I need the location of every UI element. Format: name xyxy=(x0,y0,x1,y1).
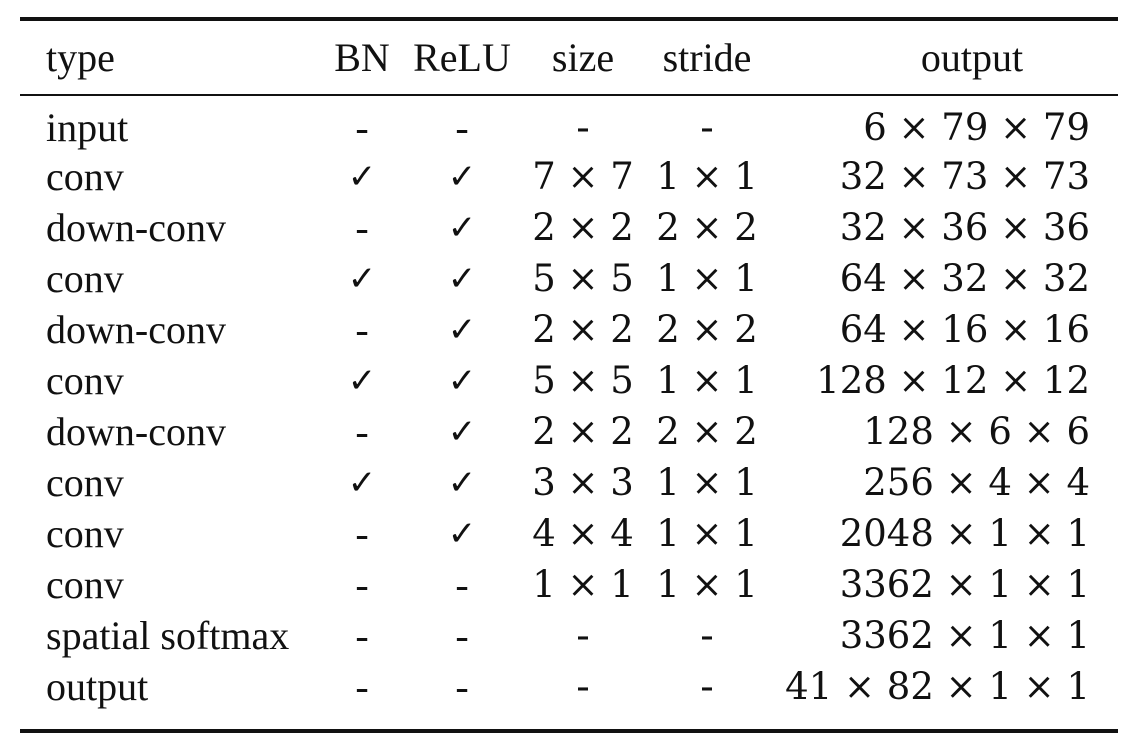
header-row xyxy=(20,21,1118,94)
cell-relu: - xyxy=(455,562,469,607)
cell-size: 7 × 7 xyxy=(532,155,634,198)
cell-size: 5 × 5 xyxy=(532,257,634,300)
cell-type: conv xyxy=(46,154,124,199)
cell-relu: ✓ xyxy=(447,513,477,554)
cell-stride: 1 × 1 xyxy=(656,512,758,555)
header-size: size xyxy=(551,35,615,80)
table-row xyxy=(20,355,1118,406)
cell-size: 2 × 2 xyxy=(532,206,634,249)
cell-bn: - xyxy=(355,613,369,658)
cell-type: down-conv xyxy=(46,205,226,250)
cell-bn: ✓ xyxy=(347,258,377,299)
table-body xyxy=(20,94,1118,712)
cell-output: 256 × 4 × 4 xyxy=(863,461,1090,504)
cell-bn: - xyxy=(355,409,369,454)
cell-output: 128 × 6 × 6 xyxy=(863,410,1090,453)
cell-relu: ✓ xyxy=(447,309,477,350)
cell-bn: - xyxy=(355,307,369,352)
cell-type: conv xyxy=(46,562,124,607)
cell-relu: ✓ xyxy=(447,462,477,503)
cell-bn: - xyxy=(355,105,369,150)
cell-size: 2 × 2 xyxy=(532,410,634,453)
table-row xyxy=(20,610,1118,661)
cell-relu: ✓ xyxy=(447,360,477,401)
cell-type: spatial softmax xyxy=(46,613,290,658)
cell-relu: ✓ xyxy=(447,156,477,197)
cell-output: 2048 × 1 × 1 xyxy=(839,512,1090,555)
header-output: output xyxy=(920,35,1024,80)
table-row xyxy=(20,202,1118,253)
cell-output: 128 × 12 × 12 xyxy=(816,359,1090,402)
cell-relu: ✓ xyxy=(447,258,477,299)
cell-type: conv xyxy=(46,256,124,301)
table-header xyxy=(20,21,1118,94)
cell-output: 41 × 82 × 1 × 1 xyxy=(785,665,1090,708)
architecture-table xyxy=(20,21,1118,712)
cell-size: 5 × 5 xyxy=(532,359,634,402)
cell-bn: ✓ xyxy=(347,156,377,197)
header-bn: BN xyxy=(334,35,390,80)
cell-size: - xyxy=(576,663,590,710)
cell-size: - xyxy=(576,612,590,659)
header-stride: stride xyxy=(662,35,752,80)
cell-relu: ✓ xyxy=(447,411,477,452)
cell-type: down-conv xyxy=(46,307,226,352)
cell-size: 2 × 2 xyxy=(532,308,634,351)
cell-output: 3362 × 1 × 1 xyxy=(839,563,1090,606)
cell-relu: - xyxy=(455,105,469,150)
cell-stride: 2 × 2 xyxy=(656,410,758,453)
cell-output: 64 × 16 × 16 xyxy=(839,308,1090,351)
table-bottom-rule xyxy=(20,729,1118,733)
cell-stride: - xyxy=(700,612,714,659)
cell-relu: - xyxy=(455,664,469,709)
table-row xyxy=(20,559,1118,610)
cell-stride: - xyxy=(700,663,714,710)
table-row xyxy=(20,94,1118,151)
cell-stride: 1 × 1 xyxy=(656,155,758,198)
table-row xyxy=(20,406,1118,457)
cell-stride: 2 × 2 xyxy=(656,206,758,249)
cell-stride: 1 × 1 xyxy=(656,563,758,606)
table-row xyxy=(20,661,1118,712)
cell-stride: 2 × 2 xyxy=(656,308,758,351)
cell-bn: - xyxy=(355,664,369,709)
cell-bn: - xyxy=(355,205,369,250)
cell-stride: 1 × 1 xyxy=(656,257,758,300)
cell-size: 4 × 4 xyxy=(532,512,634,555)
cell-size: 3 × 3 xyxy=(532,461,634,504)
cell-output: 32 × 36 × 36 xyxy=(839,206,1090,249)
cell-type: down-conv xyxy=(46,409,226,454)
cell-type: conv xyxy=(46,358,124,403)
cell-size: - xyxy=(576,104,590,151)
cell-bn: - xyxy=(355,511,369,556)
cell-type: input xyxy=(46,105,129,150)
cell-output: 32 × 73 × 73 xyxy=(839,155,1090,198)
table-row xyxy=(20,508,1118,559)
table-row xyxy=(20,304,1118,355)
cell-stride: - xyxy=(700,104,714,151)
table-row xyxy=(20,253,1118,304)
cell-bn: - xyxy=(355,562,369,607)
cell-stride: 1 × 1 xyxy=(656,359,758,402)
header-type: type xyxy=(46,35,115,80)
cell-relu: ✓ xyxy=(447,207,477,248)
cell-bn: ✓ xyxy=(347,462,377,503)
cell-bn: ✓ xyxy=(347,360,377,401)
table-row xyxy=(20,151,1118,202)
table-row xyxy=(20,457,1118,508)
cell-relu: - xyxy=(455,613,469,658)
cell-type: conv xyxy=(46,511,124,556)
cell-type: conv xyxy=(46,460,124,505)
cell-output: 3362 × 1 × 1 xyxy=(839,614,1090,657)
cell-output: 64 × 32 × 32 xyxy=(839,257,1090,300)
header-relu: ReLU xyxy=(413,35,511,80)
cell-type: output xyxy=(46,664,149,709)
cell-stride: 1 × 1 xyxy=(656,461,758,504)
cell-output: 6 × 79 × 79 xyxy=(863,106,1090,149)
cell-size: 1 × 1 xyxy=(532,563,634,606)
